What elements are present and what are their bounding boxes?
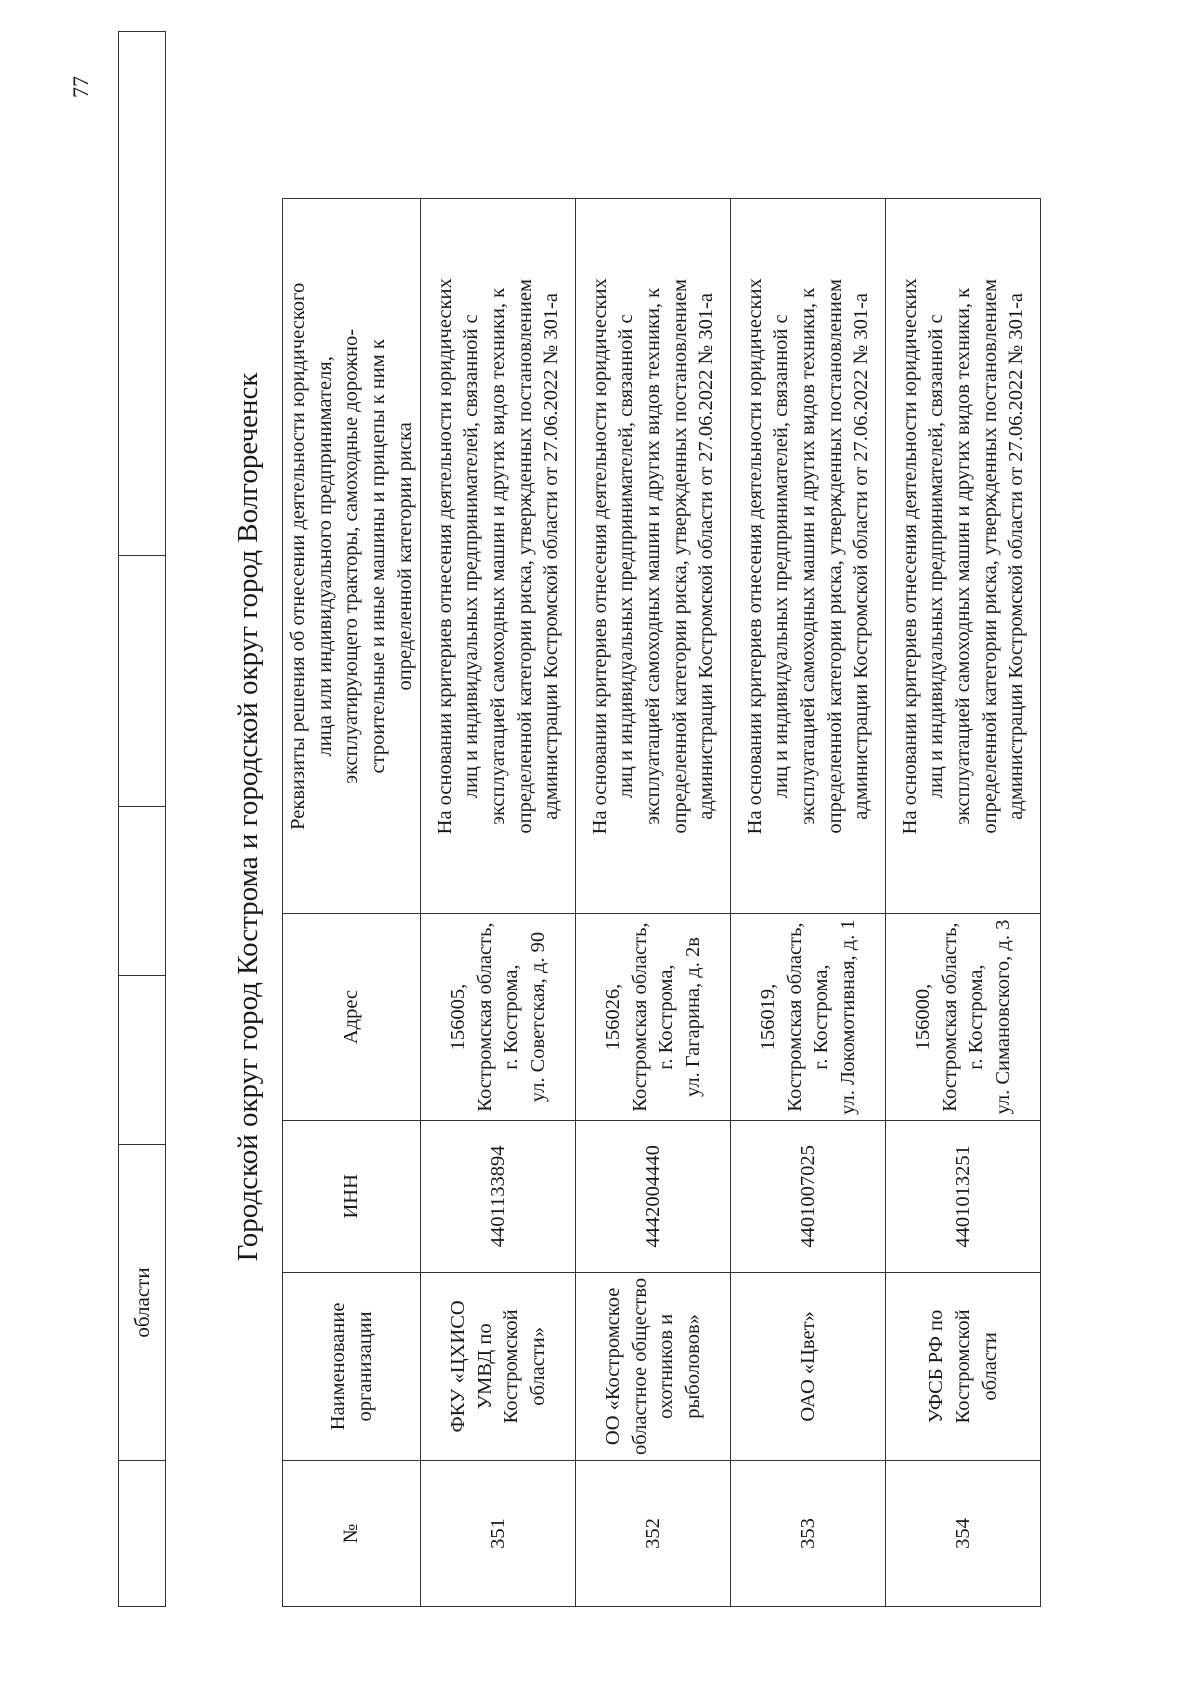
cell-requisites-line: лиц и индивидуальных предпринимателей, связанной с (615, 314, 638, 799)
cell-requisites (731, 199, 886, 914)
cell-inn: 4401133894 (421, 1120, 576, 1272)
cell-number: 354 (886, 1461, 1041, 1607)
cell-requisites-line: эксплуатацией самоходных машин и других видов техники, к (486, 287, 509, 825)
previous-table-row (119, 32, 166, 1607)
cell-inn: 4442004440 (576, 1120, 731, 1272)
cell-name-line: Костромской (500, 1309, 523, 1424)
header-requisites-line: строительные и иные машины и прицепы к ним к (366, 339, 389, 774)
cell-address-line: г. Кострома, (500, 964, 523, 1070)
cell-address (886, 914, 1041, 1121)
cell-requisites-line: определенной категории риска, утвержденных постановлением (513, 279, 536, 834)
cell-name-line: УМВД по (473, 1323, 496, 1410)
cell-inn: 4401013251 (886, 1120, 1041, 1272)
cell-inn: 4401007025 (731, 1120, 886, 1272)
prev-cell: области (119, 1145, 166, 1461)
prev-cell (119, 32, 166, 556)
prev-cell (119, 556, 166, 807)
table-row (576, 199, 731, 1607)
cell-number: 352 (576, 1461, 731, 1607)
header-requisites-line: эксплуатирующего тракторы, самоходные дорожно- (340, 328, 363, 784)
cell-requisites-line: определенной категории риска, утвержденных постановлением (823, 279, 846, 834)
cell-address-line: 156000, (911, 983, 934, 1051)
header-number: № (283, 1461, 421, 1607)
prev-cell (119, 1461, 166, 1607)
cell-requisites (421, 199, 576, 914)
cell-name (421, 1272, 576, 1460)
cell-name (576, 1272, 731, 1460)
cell-requisites-line: На основании критериев отнесения деятельности юридических (433, 278, 456, 835)
cell-name-line: Костромской (951, 1309, 974, 1424)
cell-requisites-line: администрации Костромской области от 27.06.2022 № 301-а (1005, 292, 1028, 820)
cell-number: 351 (421, 1461, 576, 1607)
cell-requisites-line: определенной категории риска, утвержденных постановлением (978, 279, 1001, 834)
cell-address-line: г. Кострома, (810, 964, 833, 1070)
cell-requisites-line: На основании критериев отнесения деятельности юридических (743, 278, 766, 835)
cell-name-line: УФСБ РФ по (925, 1309, 948, 1424)
table-header-row (283, 199, 421, 1607)
cell-address-line: ул. Локомотивная, д. 1 (836, 919, 859, 1115)
cell-requisites (886, 199, 1041, 914)
cell-name-line: охотников и (655, 1313, 678, 1419)
cell-name-line: области» (526, 1327, 549, 1406)
cell-address-line: ул. Советская, д. 90 (526, 931, 549, 1103)
cell-requisites-line: лиц и индивидуальных предпринимателей, связанной с (925, 314, 948, 799)
cell-address-line: ул. Гагарина, д. 2в (681, 937, 704, 1098)
previous-table-fragment (118, 31, 166, 1607)
cell-address-line: г. Кострома, (965, 964, 988, 1070)
cell-requisites-line: эксплуатацией самоходных машин и других видов техники, к (951, 287, 974, 825)
organizations-table (282, 198, 1041, 1607)
page-number: 77 (68, 76, 93, 98)
header-name-line: организации (353, 1311, 376, 1422)
prev-cell (119, 976, 166, 1145)
cell-requisites-line: На основании критериев отнесения деятельности юридических (588, 278, 611, 835)
cell-name (886, 1272, 1041, 1460)
table-row (886, 199, 1041, 1607)
cell-requisites (576, 199, 731, 914)
cell-name-line: ОАО «Цвет» (796, 1311, 819, 1422)
cell-requisites-line: лиц и индивидуальных предпринимателей, связанной с (460, 314, 483, 799)
cell-name-line: областное общество (628, 1277, 651, 1455)
cell-number: 353 (731, 1461, 886, 1607)
cell-requisites-line: администрации Костромской области от 27.06.2022 № 301-а (850, 292, 873, 820)
cell-name-line: области (978, 1332, 1001, 1401)
header-requisites (283, 199, 421, 914)
cell-requisites-line: лиц и индивидуальных предпринимателей, связанной с (770, 314, 793, 799)
header-requisites-line: Реквизиты решения об отнесении деятельности юридического (287, 282, 309, 830)
cell-address-line: ул. Симановского, д. 3 (991, 919, 1014, 1115)
cell-requisites-line: определенной категории риска, утвержденных постановлением (668, 279, 691, 834)
cell-address-line: 156005, (446, 983, 469, 1051)
cell-address-line: г. Кострома, (655, 964, 678, 1070)
cell-name-line: ФКУ «ЦХИСО (446, 1300, 469, 1433)
cell-requisites-line: На основании критериев отнесения деятельности юридических (898, 278, 921, 835)
cell-name-line: рыболовов» (681, 1314, 704, 1419)
table-row (731, 199, 886, 1607)
cell-name-line: ОО «Костромское (601, 1287, 624, 1446)
header-requisites-line: лица или индивидуального предпринимателя, (313, 356, 336, 757)
prev-cell (119, 807, 166, 976)
section-heading: Городской округ город Кострома и городской округ город Волгореченск (232, 372, 264, 1262)
cell-address-line: 156019, (756, 983, 779, 1051)
cell-requisites-line: администрации Костромской области от 27.06.2022 № 301-а (540, 292, 563, 820)
cell-address-line: Костромская область, (473, 922, 496, 1112)
header-name (283, 1272, 421, 1460)
cell-requisites-line: администрации Костромской области от 27.06.2022 № 301-а (695, 292, 718, 820)
cell-address-line: 156026, (601, 983, 624, 1051)
cell-address (421, 914, 576, 1121)
header-name-line: Наименование (326, 1302, 349, 1431)
header-inn: ИНН (283, 1120, 421, 1272)
table-row (421, 199, 576, 1607)
cell-address-line: Костромская область, (628, 922, 651, 1112)
header-address: Адрес (283, 914, 421, 1121)
cell-address (576, 914, 731, 1121)
cell-address-line: Костромская область, (938, 922, 961, 1112)
cell-requisites-line: эксплуатацией самоходных машин и других видов техники, к (796, 287, 819, 825)
cell-address-line: Костромская область, (783, 922, 806, 1112)
cell-name (731, 1272, 886, 1460)
header-requisites-line: определенной категории риска (393, 422, 416, 691)
cell-requisites-line: эксплуатацией самоходных машин и других видов техники, к (641, 287, 664, 825)
cell-address (731, 914, 886, 1121)
